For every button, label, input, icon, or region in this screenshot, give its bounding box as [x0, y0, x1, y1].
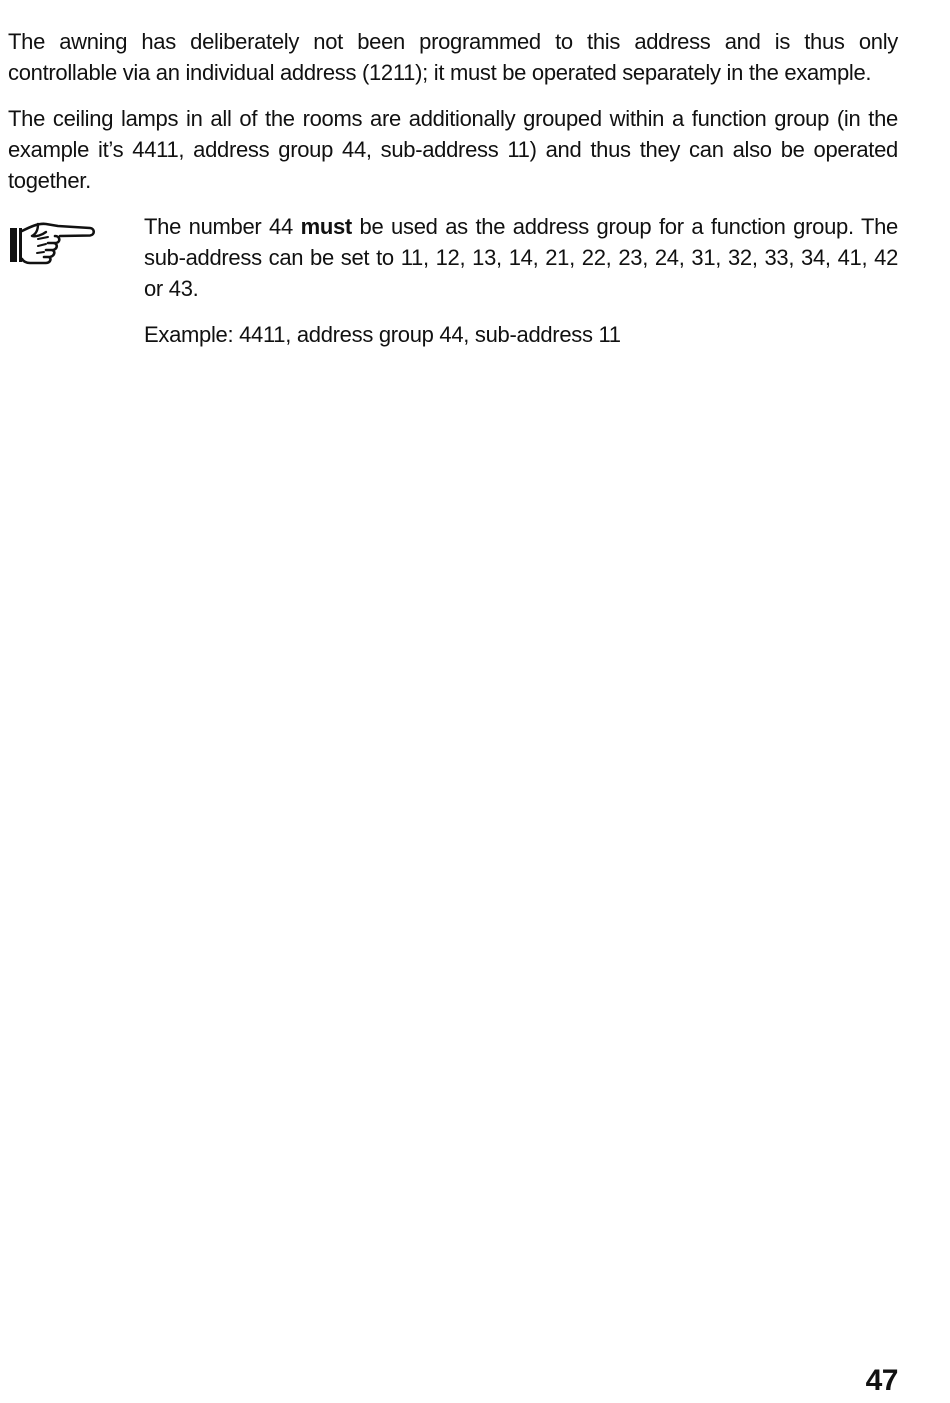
- paragraph-awning: The awning has deliberately not been programmed to this address and is thus only controllable via an individual address (1211); it must be operated separately in the example.: [8, 29, 898, 85]
- paragraph-ceiling-lamps: The ceiling lamps in all of the rooms are additionally grouped within a function group (in the example it’s 4411, address group 44, sub-address 11) and thus they can also be operated together.: [8, 106, 898, 193]
- pointing-hand-icon: [8, 215, 96, 267]
- page-number: 47: [865, 1364, 898, 1397]
- note-emphasis: must: [300, 214, 352, 239]
- note-block: [8, 211, 898, 361]
- note-text: [144, 211, 898, 304]
- note-text-before: The number 44: [144, 214, 301, 239]
- note-text-after: be used as the address group for a function group. The sub-address can be set to 11, 12, 13, 14, 21, 22, 23, 24, 31, 32, 33, 34, 41, 42 or 43.: [144, 214, 898, 301]
- note-example: Example: 4411, address group 44, sub-address 11: [144, 322, 621, 347]
